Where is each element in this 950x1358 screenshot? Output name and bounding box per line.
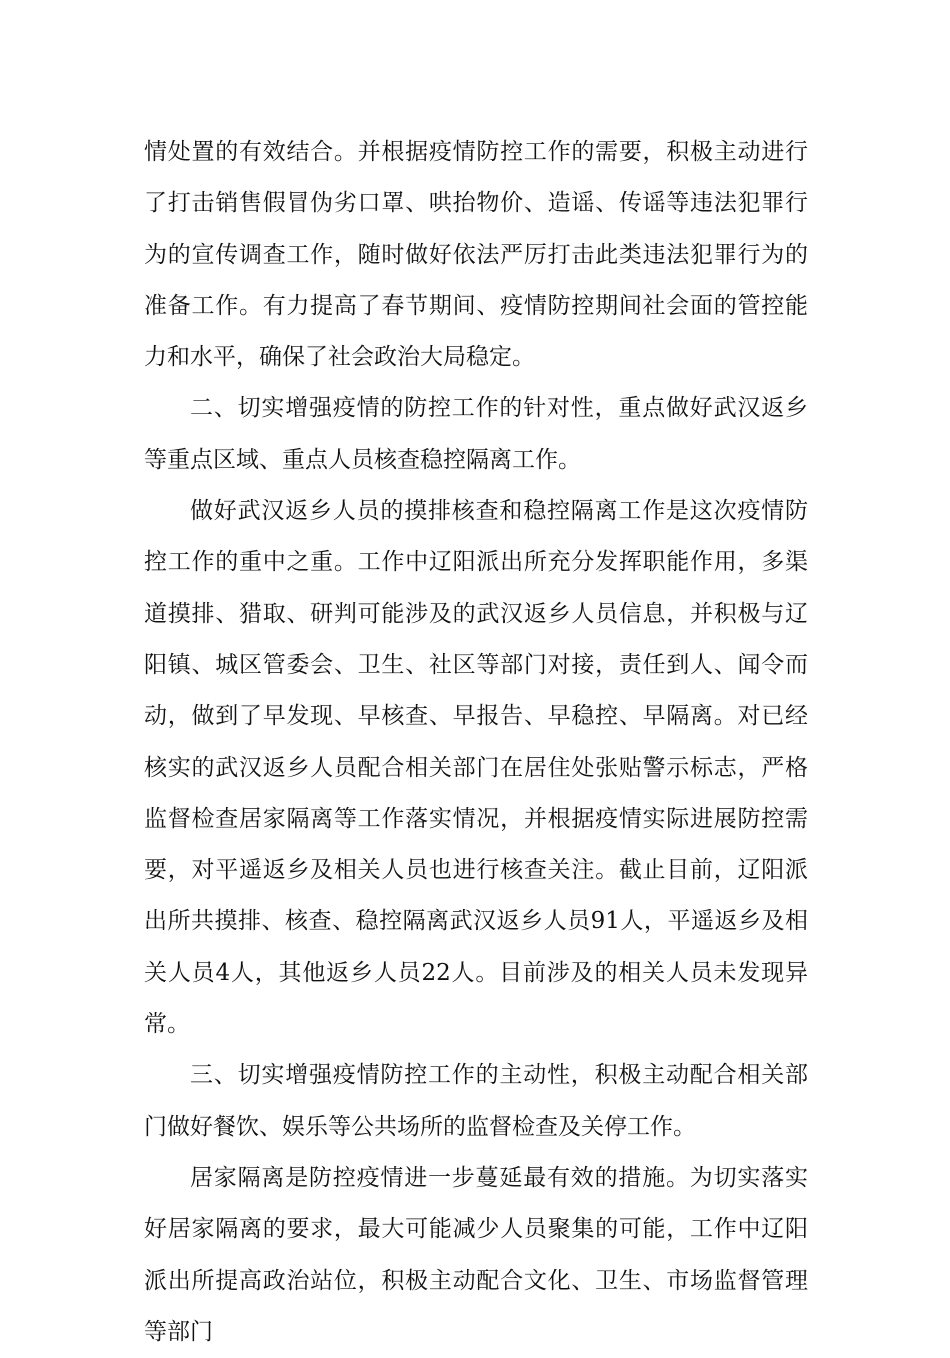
paragraph-body-3: 居家隔离是防控疫情进一步蔓延最有效的措施。为切实落实好居家隔离的要求，最大可能减少人员聚集的可能，工作中辽阳派出所提高政治站位，积极主动配合文化、卫生、市场监督管理等部门 xyxy=(144,1164,808,1345)
paragraph-continuation: 情处置的有效结合。并根据疫情防控工作的需要，积极主动进行了打击销售假冒伪劣口罩、哄抬物价、造谣、传谣等违法犯罪行为的宣传调查工作，随时做好依法严厉打击此类违法犯罪行为的准备工作。有力提高了春节期间、疫情防控期间社会面的管控能力和水平，确保了社会政治大局稳定。 xyxy=(144,139,808,371)
section-heading-3: 三、切实增强疫情防控工作的主动性，积极主动配合相关部门做好餐饮、娱乐等公共场所的监督检查及关停工作。 xyxy=(144,1062,808,1140)
paragraph-body-2: 做好武汉返乡人员的摸排核查和稳控隔离工作是这次疫情防控工作的重中之重。工作中辽阳派出所充分发挥职能作用，多渠道摸排、猎取、研判可能涉及的武汉返乡人员信息，并积极与辽阳镇、城区管委会、卫生、社区等部门对接，责任到人、闻令而动，做到了早发现、早核查、早报告、早稳控、早隔离。对已经核实的武汉返乡人员配合相关部门在居住处张贴警示标志，严格监督检查居家隔离等工作落实情况，并根据疫情实际进展防控需要，对平遥返乡及相关人员也进行核查关注。截止目前，辽阳派出所共摸排、核查、稳控隔离武汉返乡人员91人，平遥返乡及相关人员4人，其他返乡人员22人。目前涉及的相关人员未发现异常。 xyxy=(144,498,808,1038)
section-heading-2: 二、切实增强疫情的防控工作的针对性，重点做好武汉返乡等重点区域、重点人员核查稳控隔离工作。 xyxy=(144,395,808,473)
document-body xyxy=(144,127,808,1358)
